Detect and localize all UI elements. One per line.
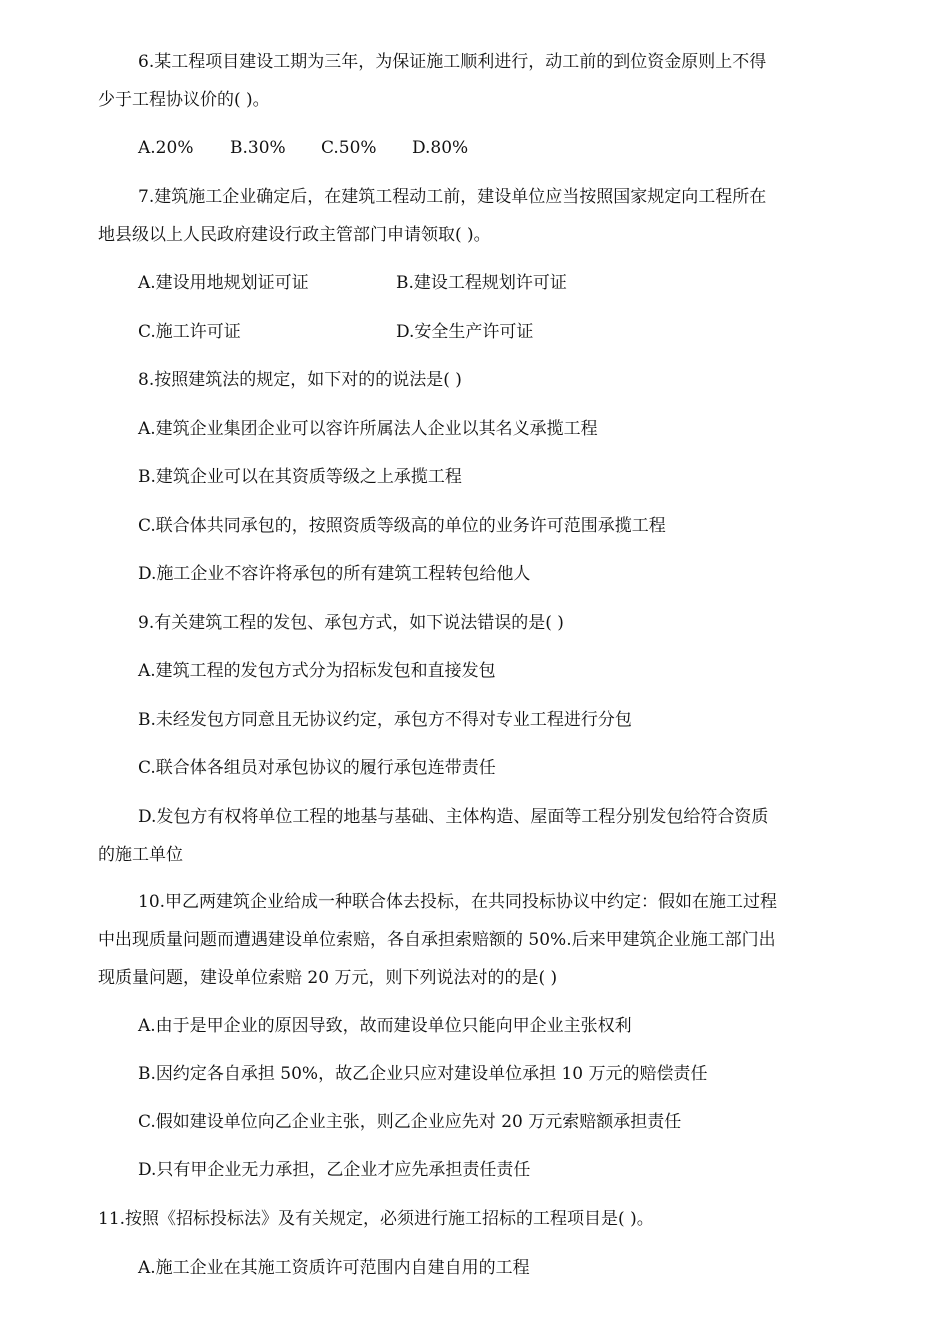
- q6-option-b: B.30%: [230, 138, 286, 158]
- q8-option-a: A.建筑企业集团企业可以容许所属法人企业以其名义承揽工程: [138, 419, 598, 439]
- q8-option-b: B.建筑企业可以在其资质等级之上承揽工程: [138, 467, 462, 487]
- q6-options: [138, 136, 468, 160]
- q6-stem-line2: 少于工程协议价的( )。: [98, 90, 270, 110]
- q9-option-d-line1: D.发包方有权将单位工程的地基与基础、主体构造、屋面等工程分别发包给符合资质: [138, 807, 769, 827]
- q7-option-b: B.建设工程规划许可证: [396, 273, 567, 293]
- q8-option-d: D.施工企业不容许将承包的所有建筑工程转包给他人: [138, 564, 531, 584]
- q10-option-d: D.只有甲企业无力承担，乙企业才应先承担责任责任: [138, 1160, 531, 1180]
- q9-option-b: B.未经发包方同意且无协议约定，承包方不得对专业工程进行分包: [138, 710, 632, 730]
- q7-option-a: A.建设用地规划证可证: [138, 273, 309, 293]
- q11-stem: 11.按照《招标投标法》及有关规定，必须进行施工招标的工程项目是( )。: [98, 1209, 654, 1229]
- q7-stem-line2: 地县级以上人民政府建设行政主管部门申请领取( )。: [98, 225, 491, 245]
- q9-option-d-line2: 的施工单位: [98, 845, 183, 865]
- q6-stem-line1: 6.某工程项目建设工期为三年，为保证施工顺利进行，动工前的到位资金原则上不得: [138, 52, 767, 72]
- q7-stem-line1: 7.建筑施工企业确定后，在建筑工程动工前，建设单位应当按照国家规定向工程所在: [138, 187, 767, 207]
- q9-option-c: C.联合体各组员对承包协议的履行承包连带责任: [138, 758, 496, 778]
- q10-stem-line3: 现质量问题，建设单位索赔 20 万元，则下列说法对的的是( ): [98, 968, 558, 988]
- q7-option-d: D.安全生产许可证: [396, 322, 534, 342]
- q10-option-a: A.由于是甲企业的原因导致，故而建设单位只能向甲企业主张权利: [138, 1016, 632, 1036]
- q11-option-a: A.施工企业在其施工资质许可范围内自建自用的工程: [138, 1258, 530, 1278]
- q7-option-c: C.施工许可证: [138, 322, 241, 342]
- q10-option-b: B.因约定各自承担 50%，故乙企业只应对建设单位承担 10 万元的赔偿责任: [138, 1064, 708, 1084]
- q10-stem-line2: 中出现质量问题而遭遇建设单位索赔，各自承担索赔额的 50%.后来甲建筑企业施工部门出: [98, 930, 776, 950]
- q8-stem: 8.按照建筑法的规定，如下对的的说法是( ): [138, 370, 462, 390]
- q10-option-c: C.假如建设单位向乙企业主张，则乙企业应先对 20 万元索赔额承担责任: [138, 1112, 682, 1132]
- q8-option-c: C.联合体共同承包的，按照资质等级高的单位的业务许可范围承揽工程: [138, 516, 666, 536]
- q6-option-d: D.80%: [412, 138, 469, 158]
- q9-stem: 9.有关建筑工程的发包、承包方式，如下说法错误的是( ): [138, 613, 564, 633]
- q6-option-c: C.50%: [321, 138, 377, 158]
- q6-option-a: A.20%: [138, 138, 194, 158]
- q9-option-a: A.建筑工程的发包方式分为招标发包和直接发包: [138, 661, 496, 681]
- q10-stem-line1: 10.甲乙两建筑企业给成一种联合体去投标，在共同投标协议中约定：假如在施工过程: [138, 892, 778, 912]
